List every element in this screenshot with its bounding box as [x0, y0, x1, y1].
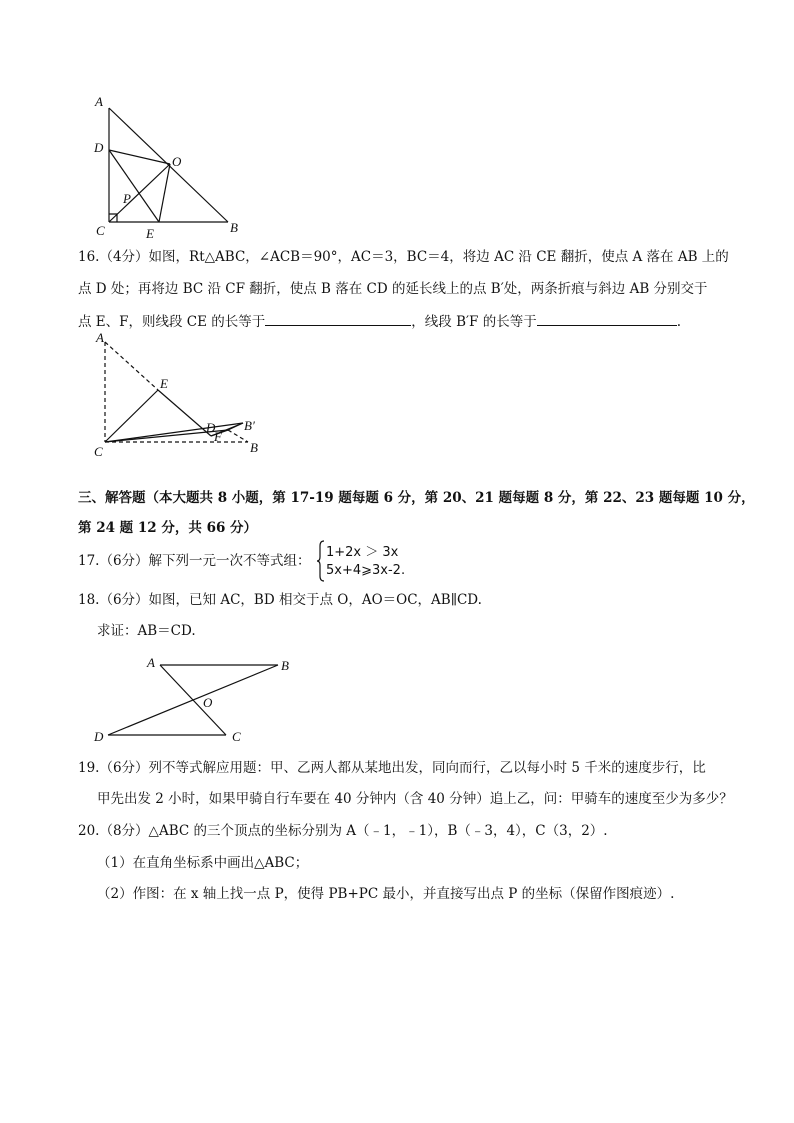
- label-b: B: [250, 440, 258, 455]
- q19-line2: 甲先出发 2 小时，如果甲骑自行车要在 40 分钟内（含 40 分钟）追上乙，问：甲骑车的速度至少为多少？: [97, 791, 733, 807]
- label-a: A: [96, 330, 104, 345]
- figure-q18: [88, 648, 308, 748]
- figure-q16: [88, 330, 278, 485]
- section3-line1: 三、解答题（本大题共 8 小题，第 17-19 题每题 6 分，第 20、21 题每题 8 分，第 22、23 题每题 10 分，: [78, 490, 755, 506]
- q17-inequality-2: [326, 563, 405, 578]
- label-b-prime: B′: [244, 418, 255, 433]
- q17-text: 17.（6分）解下列一元一次不等式组：: [78, 553, 311, 569]
- q16-line3c: .: [676, 314, 682, 330]
- label-o: O: [203, 695, 213, 710]
- q17-inequality-1: 1+2x ＞ 3x: [326, 545, 399, 560]
- q18-line1: 18.（6分）如图，已知 AC，BD 相交于点 O，AO＝OC，AB∥CD.: [78, 592, 482, 608]
- q16-line2: 点 D 处；再将边 BC 沿 CF 翻折，使点 B 落在 CD 的延长线上的点 B′处，两条折痕与斜边 AB 分别交于: [78, 281, 708, 297]
- figure-q15: [88, 90, 258, 240]
- q16-line3: [78, 311, 681, 332]
- label-a: A: [95, 94, 103, 109]
- answer-blank-ce[interactable]: [265, 311, 411, 326]
- q20-line1: 20.（8分）△ABC 的三个顶点的坐标分别为 A（﹣1，﹣1），B（﹣3，4），C（3，2）.: [78, 823, 608, 839]
- q16-line3b: ，线段 B′F 的长等于: [411, 314, 537, 330]
- label-f: F: [214, 429, 222, 444]
- label-e: E: [160, 376, 168, 391]
- label-d: D: [94, 140, 104, 155]
- q17-end: .: [400, 563, 406, 578]
- label-d: D: [94, 729, 104, 744]
- q16-line1: 16.（4分）如图，Rt△ABC，∠ACB＝90°，AC＝3，BC＝4，将边 AC 沿 CE 翻折，使点 A 落在 AB 上的: [78, 249, 729, 265]
- q20-sub2: （2）作图：在 x 轴上找一点 P，使得 PB+PC 最小，并直接写出点 P 的坐标（保留作图痕迹）.: [97, 886, 675, 902]
- q19-line1: 19.（6分）列不等式解应用题：甲、乙两人都从某地出发，同向而行，乙以每小时 5 千米的速度步行，比: [78, 760, 706, 776]
- q17-inequality-2-text: 5x+4⩾3x-2: [326, 563, 401, 578]
- brace-icon: [316, 540, 326, 582]
- label-a: A: [147, 655, 155, 670]
- q16-line3a: 点 E、F，则线段 CE 的长等于: [78, 314, 266, 330]
- label-c: C: [232, 729, 241, 744]
- q18-line2: 求证：AB＝CD.: [97, 623, 196, 639]
- section3-line2: 第 24 题 12 分，共 66 分）: [78, 520, 258, 536]
- label-o: O: [172, 154, 182, 169]
- label-p: P: [123, 191, 131, 206]
- label-d: D: [206, 420, 216, 435]
- label-c: C: [94, 444, 103, 459]
- label-b: B: [230, 220, 238, 235]
- label-c: C: [96, 223, 105, 238]
- answer-blank-bf[interactable]: [537, 311, 677, 326]
- label-b: B: [281, 658, 289, 673]
- label-e: E: [146, 226, 154, 240]
- q20-sub1: （1）在直角坐标系中画出△ABC；: [97, 855, 309, 871]
